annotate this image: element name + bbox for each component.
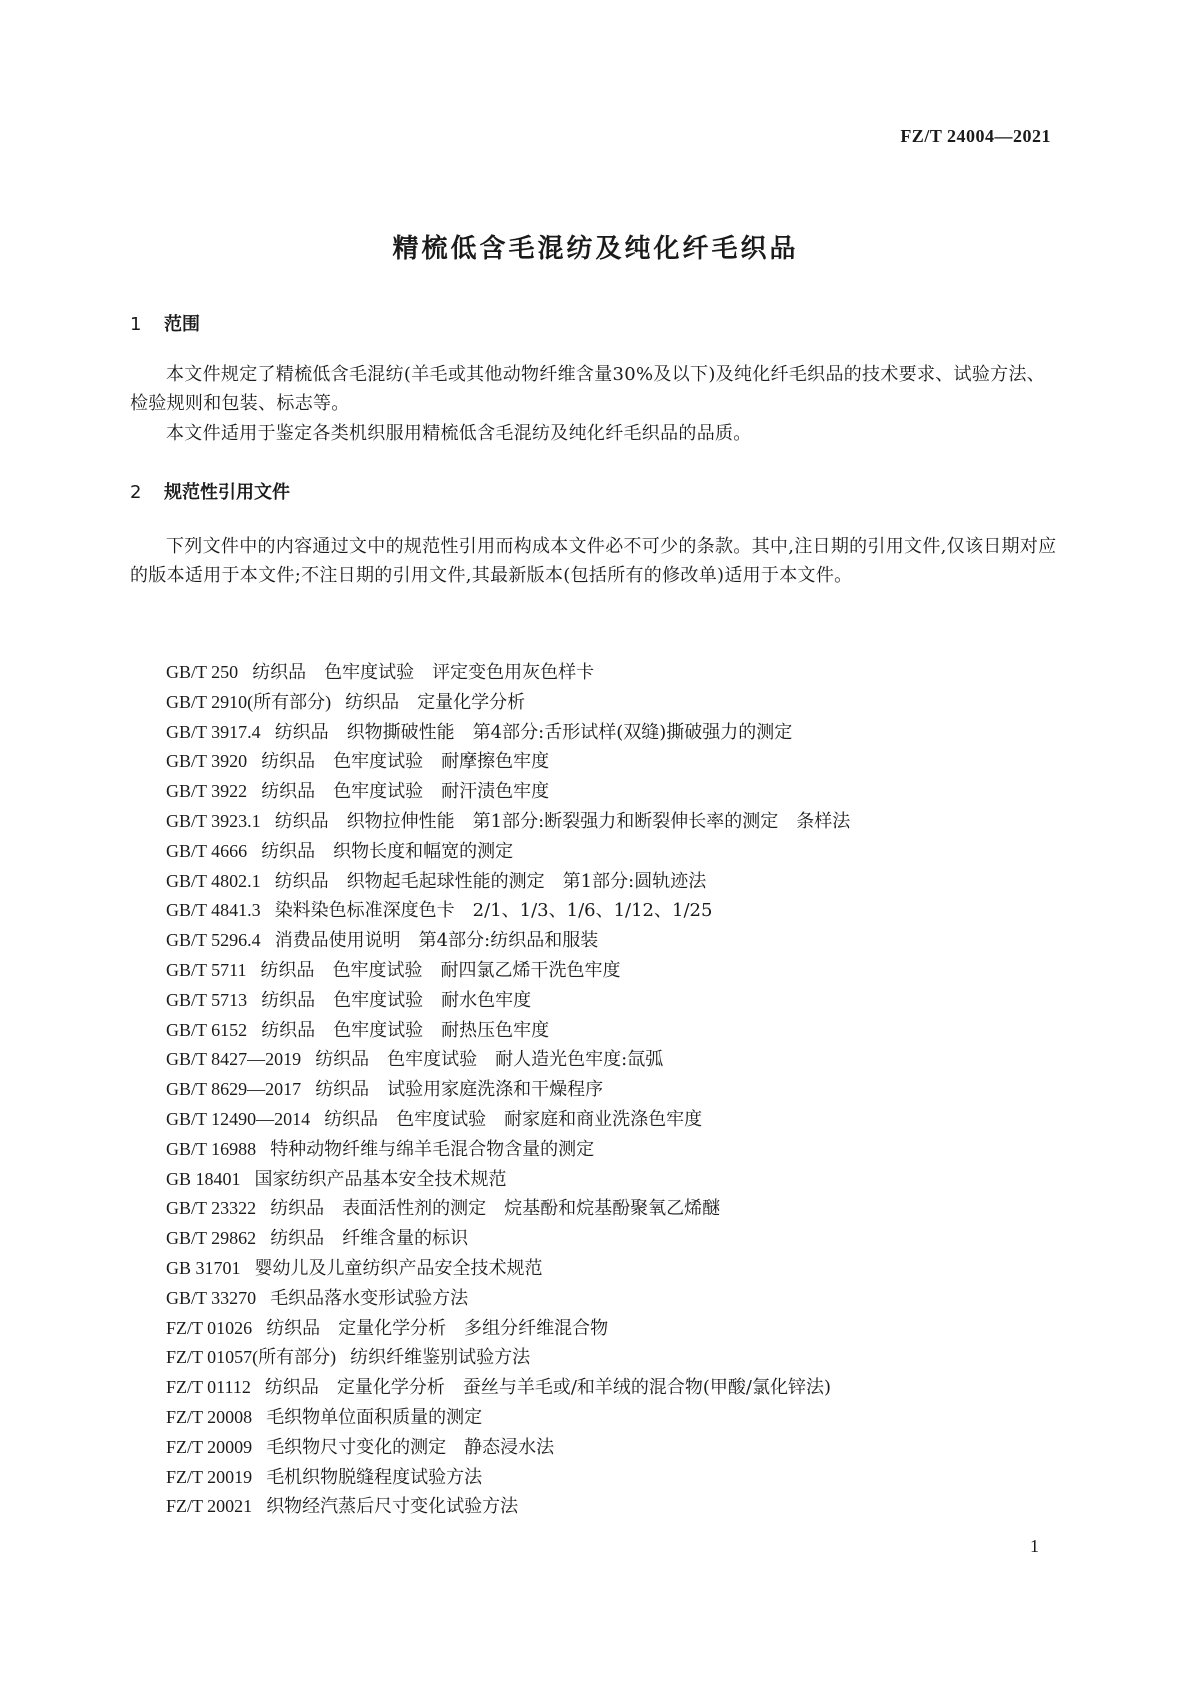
reference-title: 消费品使用说明 第4部分:纺织品和服装 xyxy=(274,930,599,952)
reference-code: GB/T 33270 xyxy=(166,1287,257,1308)
reference-item xyxy=(166,1314,1066,1344)
reference-code: GB/T 5296.4 xyxy=(166,930,261,951)
reference-title: 纺织品 定量化学分析 蚕丝与羊毛或/和羊绒的混合物(甲酸/氯化锌法) xyxy=(264,1377,832,1399)
reference-item xyxy=(166,1105,1066,1135)
page-number: 1 xyxy=(1030,1536,1039,1556)
reference-code: GB/T 5713 xyxy=(166,989,248,1010)
reference-title: 染料染色标准深度色卡 2/1、1/3、1/6、1/12、1/25 xyxy=(274,900,713,922)
reference-code: FZ/T 20008 xyxy=(166,1406,253,1427)
reference-item xyxy=(166,986,1066,1016)
section-1-number: 1 xyxy=(130,314,142,335)
reference-title: 纺织品 色牢度试验 耐四氯乙烯干洗色牢度 xyxy=(260,959,621,981)
reference-title: 纺织品 色牢度试验 耐家庭和商业洗涤色牢度 xyxy=(324,1108,703,1130)
reference-item xyxy=(166,658,1066,688)
reference-title: 纺织品 色牢度试验 耐人造光色牢度:氙弧 xyxy=(315,1049,664,1071)
reference-item xyxy=(166,926,1066,956)
reference-item xyxy=(166,1492,1066,1522)
reference-code: GB/T 2910(所有部分) xyxy=(166,691,332,712)
reference-code: GB/T 6152 xyxy=(166,1019,248,1040)
reference-item xyxy=(166,1403,1066,1433)
reference-title: 纺织品 色牢度试验 耐汗渍色牢度 xyxy=(261,781,550,803)
reference-code: GB/T 3920 xyxy=(166,751,248,772)
reference-item xyxy=(166,1373,1066,1403)
reference-item xyxy=(166,688,1066,718)
reference-item xyxy=(166,807,1066,837)
reference-item xyxy=(166,867,1066,897)
reference-code: GB/T 4841.3 xyxy=(166,900,261,921)
reference-title: 国家纺织产品基本安全技术规范 xyxy=(254,1168,507,1190)
reference-item xyxy=(166,1075,1066,1105)
reference-code: GB/T 3922 xyxy=(166,781,248,802)
reference-code: GB 31701 xyxy=(166,1257,241,1278)
reference-code: GB/T 3917.4 xyxy=(166,721,261,742)
reference-title: 织物经汽蒸后尺寸变化试验方法 xyxy=(266,1496,519,1518)
reference-code: GB/T 8427—2019 xyxy=(166,1049,302,1070)
reference-item xyxy=(166,956,1066,986)
section-2-heading xyxy=(130,478,290,504)
section-1-title: 范围 xyxy=(164,314,200,335)
reference-title: 纺织品 定量化学分析 多组分纤维混合物 xyxy=(266,1317,609,1339)
reference-item xyxy=(166,747,1066,777)
reference-code: GB 18401 xyxy=(166,1168,241,1189)
reference-item xyxy=(166,1463,1066,1493)
reference-code: GB/T 5711 xyxy=(166,959,247,980)
reference-code: GB/T 23322 xyxy=(166,1198,257,1219)
reference-code: GB/T 12490—2014 xyxy=(166,1108,311,1129)
reference-item xyxy=(166,1045,1066,1075)
reference-title: 纺织品 织物拉伸性能 第1部分:断裂强力和断裂伸长率的测定 条样法 xyxy=(274,810,851,832)
reference-title: 婴幼儿及儿童纺织产品安全技术规范 xyxy=(254,1257,543,1279)
reference-code: FZ/T 01112 xyxy=(166,1377,251,1398)
reference-title: 毛织物单位面积质量的测定 xyxy=(266,1406,483,1428)
section-2-number: 2 xyxy=(130,482,142,503)
standard-code: FZ/T 24004—2021 xyxy=(900,126,1051,146)
reference-code: FZ/T 01026 xyxy=(166,1317,253,1338)
reference-code: GB/T 3923.1 xyxy=(166,810,261,831)
reference-item xyxy=(166,1343,1066,1373)
reference-code: GB/T 4802.1 xyxy=(166,870,261,891)
reference-title: 毛机织物脱缝程度试验方法 xyxy=(266,1466,483,1488)
section-2-paragraph-1: 下列文件中的内容通过文中的规范性引用而构成本文件必不可少的条款。其中,注日期的引用文件,仅该日期对应的版本适用于本文件;不注日期的引用文件,其最新版本(包括所有的修改单)适用于本文件。 xyxy=(130,536,1057,586)
reference-title: 纺织品 纤维含量的标识 xyxy=(270,1228,469,1250)
reference-item xyxy=(166,1165,1066,1195)
reference-code: FZ/T 20019 xyxy=(166,1466,253,1487)
reference-item xyxy=(166,837,1066,867)
reference-code: FZ/T 20009 xyxy=(166,1436,253,1457)
reference-item xyxy=(166,1135,1066,1165)
reference-title: 纺织品 色牢度试验 耐热压色牢度 xyxy=(261,1019,550,1041)
reference-title: 纺织品 织物撕破性能 第4部分:舌形试样(双缝)撕破强力的测定 xyxy=(274,721,793,743)
reference-item xyxy=(166,1224,1066,1254)
reference-title: 纺织品 织物长度和幅宽的测定 xyxy=(261,840,514,862)
reference-title: 纺织品 色牢度试验 耐摩擦色牢度 xyxy=(261,751,550,773)
reference-code: GB/T 16988 xyxy=(166,1138,257,1159)
document-title: 精梳低含毛混纺及纯化纤毛织品 xyxy=(392,234,799,264)
section-1-paragraph-2: 本文件适用于鉴定各类机织服用精梳低含毛混纺及纯化纤毛织品的品质。 xyxy=(166,423,752,444)
reference-item xyxy=(166,896,1066,926)
reference-code: GB/T 250 xyxy=(166,662,239,682)
reference-title: 纺织品 织物起毛起球性能的测定 第1部分:圆轨迹法 xyxy=(274,870,707,892)
reference-item xyxy=(166,777,1066,807)
reference-title: 纺织品 定量化学分析 xyxy=(345,691,526,713)
reference-code: GB/T 29862 xyxy=(166,1228,257,1249)
reference-code: GB/T 8629—2017 xyxy=(166,1079,302,1100)
reference-title: 毛织物尺寸变化的测定 静态浸水法 xyxy=(266,1436,555,1458)
reference-code: FZ/T 01057(所有部分) xyxy=(166,1347,337,1368)
reference-item xyxy=(166,1254,1066,1284)
normative-reference-list xyxy=(166,658,1066,1522)
reference-title: 纺织品 色牢度试验 评定变色用灰色样卡 xyxy=(252,662,595,683)
reference-code: GB/T 4666 xyxy=(166,840,248,861)
section-1-heading xyxy=(130,310,200,336)
reference-title: 纺织品 试验用家庭洗涤和干燥程序 xyxy=(315,1079,604,1101)
reference-item xyxy=(166,1194,1066,1224)
reference-item xyxy=(166,718,1066,748)
reference-title: 特种动物纤维与绵羊毛混合物含量的测定 xyxy=(270,1138,595,1160)
reference-item xyxy=(166,1433,1066,1463)
reference-title: 纺织品 色牢度试验 耐水色牢度 xyxy=(261,989,532,1011)
reference-title: 毛织品落水变形试验方法 xyxy=(270,1287,469,1309)
reference-code: FZ/T 20021 xyxy=(166,1496,253,1517)
section-1-paragraph-1: 本文件规定了精梳低含毛混纺(羊毛或其他动物纤维含量30%及以下)及纯化纤毛织品的技术要求、试验方法、检验规则和包装、标志等。 xyxy=(130,364,1046,414)
reference-item xyxy=(166,1284,1066,1314)
reference-title: 纺织纤维鉴别试验方法 xyxy=(350,1347,531,1369)
reference-item xyxy=(166,1016,1066,1046)
reference-title: 纺织品 表面活性剂的测定 烷基酚和烷基酚聚氧乙烯醚 xyxy=(270,1198,721,1220)
section-2-title: 规范性引用文件 xyxy=(164,482,290,503)
